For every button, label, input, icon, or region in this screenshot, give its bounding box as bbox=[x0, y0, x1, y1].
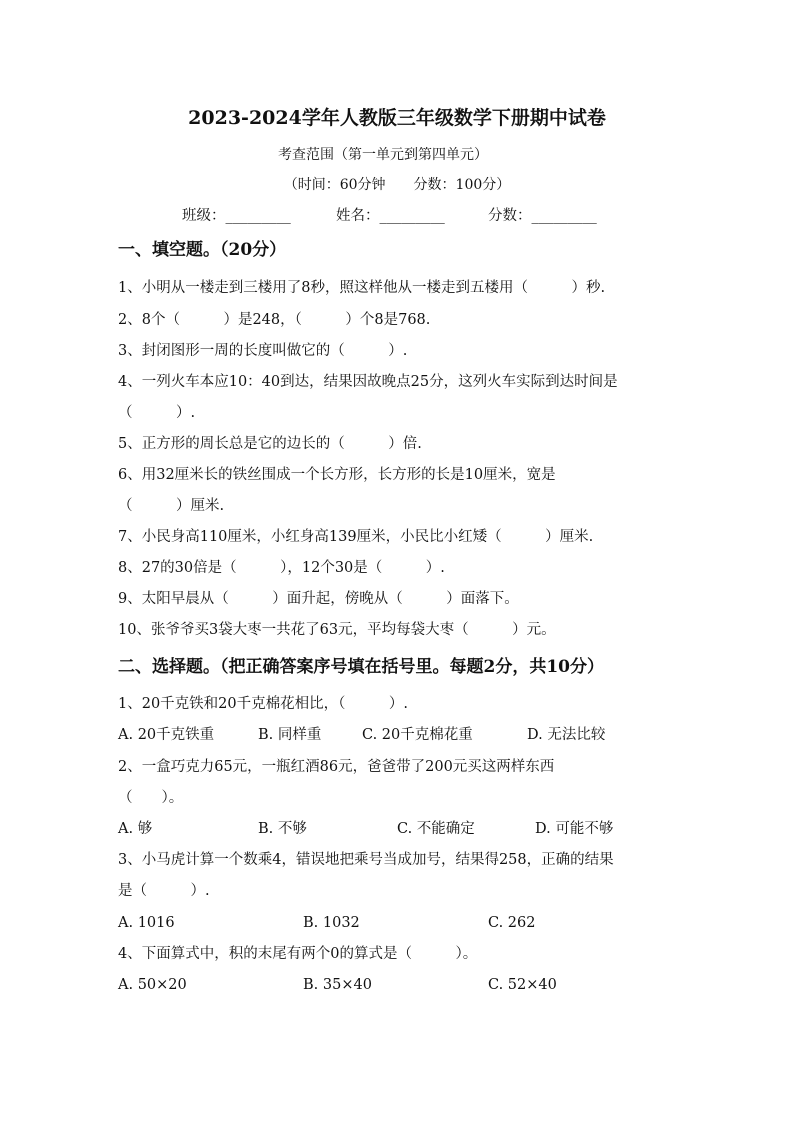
choice-2-option-b[interactable]: B. 不够 bbox=[258, 821, 307, 837]
question-fill-9: 9、太阳早晨从（ ）面升起，傍晚从（ ）面落下。 bbox=[118, 591, 519, 607]
choice-1-option-d[interactable]: D. 无法比较 bbox=[527, 727, 606, 743]
question-choice-3: 3、小马虎计算一个数乘4，错误地把乘号当成加号，结果得258，正确的结果 bbox=[118, 852, 614, 868]
question-choice-1: 1、20千克铁和20千克棉花相比，（ ）. bbox=[118, 696, 408, 712]
question-fill-10: 10、张爷爷买3袋大枣一共花了63元，平均每袋大枣（ ）元。 bbox=[118, 622, 556, 638]
question-fill-4: 4、一列火车本应10：40到达，结果因故晚点25分，这列火车实际到达时间是 bbox=[118, 374, 618, 390]
choice-1-option-c[interactable]: C. 20千克棉花重 bbox=[362, 727, 473, 743]
question-fill-5: 5、正方形的周长总是它的边长的（ ）倍. bbox=[118, 436, 422, 452]
question-fill-8: 8、27的30倍是（ ），12个30是（ ）. bbox=[118, 560, 445, 576]
page-title: 2023-2024学年人教版三年级数学下册期中试卷 bbox=[188, 107, 606, 129]
choice-2-option-d[interactable]: D. 可能不够 bbox=[535, 821, 614, 837]
choice-2-option-c[interactable]: C. 不能确定 bbox=[397, 821, 475, 837]
section-choice-heading: 二、选择题。（把正确答案序号填在括号里。每题2分，共10分） bbox=[118, 657, 604, 677]
question-choice-3-cont: 是（ ）. bbox=[118, 883, 210, 899]
choice-1-option-a[interactable]: A. 20千克铁重 bbox=[118, 727, 215, 743]
choice-3-option-a[interactable]: A. 1016 bbox=[118, 915, 175, 931]
score-field[interactable]: 分数：_________ bbox=[488, 208, 597, 224]
question-choice-2: 2、一盒巧克力65元，一瓶红酒86元，爸爸带了200元买这两样东西 bbox=[118, 759, 555, 775]
choice-4-option-c[interactable]: C. 52×40 bbox=[488, 977, 557, 993]
class-field[interactable]: 班级：_________ bbox=[182, 208, 291, 224]
choice-4-option-b[interactable]: B. 35×40 bbox=[303, 977, 372, 993]
question-choice-2-cont: （ ）。 bbox=[118, 790, 184, 806]
time-score-info: （时间：60分钟 分数：100分） bbox=[283, 177, 511, 193]
choice-2-option-a[interactable]: A. 够 bbox=[118, 821, 153, 837]
name-field[interactable]: 姓名：_________ bbox=[336, 208, 445, 224]
choice-1-option-b[interactable]: B. 同样重 bbox=[258, 727, 322, 743]
question-fill-6-cont: （ ）厘米. bbox=[118, 498, 225, 514]
question-fill-2: 2、8个（ ）是248，（ ）个8是768. bbox=[118, 312, 431, 328]
choice-3-option-c[interactable]: C. 262 bbox=[488, 915, 536, 931]
section-fill-blank-heading: 一、填空题。（20分） bbox=[118, 240, 287, 260]
choice-4-option-a[interactable]: A. 50×20 bbox=[118, 977, 187, 993]
question-fill-4-cont: （ ）. bbox=[118, 405, 196, 421]
question-fill-6: 6、用32厘米长的铁丝围成一个长方形，长方形的长是10厘米，宽是 bbox=[118, 467, 556, 483]
question-fill-7: 7、小民身高110厘米，小红身高139厘米，小民比小红矮（ ）厘米. bbox=[118, 529, 594, 545]
choice-3-option-b[interactable]: B. 1032 bbox=[303, 915, 360, 931]
question-fill-3: 3、封闭图形一周的长度叫做它的（ ）. bbox=[118, 343, 408, 359]
exam-scope: 考查范围（第一单元到第四单元） bbox=[278, 147, 488, 163]
question-fill-1: 1、小明从一楼走到三楼用了8秒，照这样他从一楼走到五楼用（ ）秒. bbox=[118, 280, 606, 296]
question-choice-4: 4、下面算式中，积的末尾有两个0的算式是（ ）。 bbox=[118, 946, 478, 962]
